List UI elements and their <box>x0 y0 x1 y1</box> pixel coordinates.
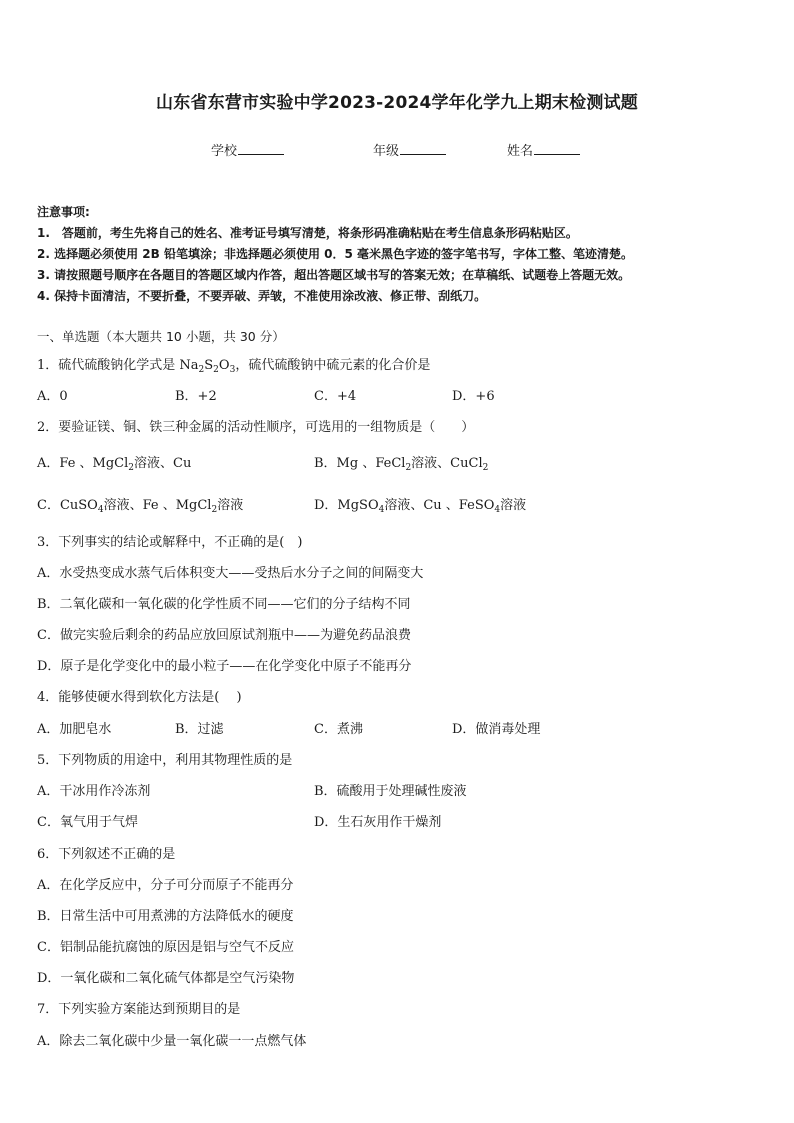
q6-option-b: B．日常生活中可用煮沸的方法降低水的硬度 <box>37 909 294 924</box>
q2-option-b <box>314 452 488 471</box>
question-2-stem: 2．要验证镁、铜、铁三种金属的活动性顺序，可选用的一组物质是（ ） <box>37 420 475 435</box>
grade-field <box>373 140 446 159</box>
student-info-row <box>0 140 794 160</box>
q7-option-a: A．除去二氧化碳中少量一氧化碳一一点燃气体 <box>37 1034 307 1049</box>
q2-a-sub: 2 <box>128 463 134 473</box>
question-3-stem: 3．下列事实的结论或解释中，不正确的是( ) <box>37 535 303 550</box>
q2-a-text: A．Fe 、MgCl <box>37 456 129 471</box>
q1-text-post: ，硫代硫酸钠中硫元素的化合价是 <box>235 358 431 373</box>
q6-option-c: C．铝制品能抗腐蚀的原因是铝与空气不反应 <box>37 940 294 955</box>
name-blank <box>534 142 580 155</box>
q1-option-c: C．+4 <box>314 389 357 404</box>
q1-text-o: O <box>218 358 230 373</box>
q2-d-text: 溶液、Cu 、FeSO <box>384 498 495 513</box>
note-item: 3. 请按照题号顺序在各题目的答题区域内作答，超出答题区域书写的答案无效；在草稿纸、试题卷上答题无效。 <box>37 268 631 282</box>
q1-sub: 3 <box>229 365 236 375</box>
q1-sub: 2 <box>213 365 219 375</box>
q3-option-c: C．做完实验后剩余的药品应放回原试剂瓶中——为避免药品浪费 <box>37 628 411 643</box>
q4-option-a: A．加肥皂水 <box>37 722 112 737</box>
q5-option-d: D．生石灰用作干燥剂 <box>314 815 442 830</box>
question-6-stem: 6．下列叙述不正确的是 <box>37 847 176 862</box>
q6-option-a: A．在化学反应中，分子可分而原子不能再分 <box>37 878 294 893</box>
school-field <box>211 140 284 159</box>
school-label: 学校 <box>211 144 238 159</box>
name-label: 姓名 <box>507 144 534 159</box>
q3-option-d: D．原子是化学变化中的最小粒子——在化学变化中原子不能再分 <box>37 659 412 674</box>
question-1-stem <box>37 354 430 373</box>
q5-option-c: C．氧气用于气焊 <box>37 815 138 830</box>
q5-option-b: B．硫酸用于处理碱性废液 <box>314 784 467 799</box>
q2-b-text: 溶液、CuCl <box>411 456 483 471</box>
notes-heading: 注意事项: <box>37 205 90 219</box>
q2-c-text: C．CuSO <box>37 498 98 513</box>
note-item: 1. 答题前，考生先将自己的姓名、准考证号填写清楚，将条形码准确粘贴在考生信息条形码粘贴区。 <box>37 226 578 240</box>
q5-option-a: A．干冰用作冷冻剂 <box>37 784 151 799</box>
page-title: 山东省东营市实验中学2023-2024学年化学九上期末检测试题 <box>156 93 638 113</box>
q2-d-text: 溶液 <box>500 498 527 513</box>
q2-option-d <box>314 494 526 513</box>
q1-sub: 2 <box>198 365 205 375</box>
q2-c-sub: 4 <box>97 505 104 515</box>
q4-option-d: D．做消毒处理 <box>452 722 541 737</box>
note-item: 2. 选择题必须使用 2B 铅笔填涂；非选择题必须使用 0．5 毫米黑色字迹的签字笔书写，字体工整、笔迹清楚。 <box>37 247 633 261</box>
q2-a-text: 溶液、Cu <box>134 456 192 471</box>
q2-b-sub: 2 <box>482 463 489 473</box>
q1-text-pre: 1．硫代硫酸钠化学式是 Na <box>37 358 199 373</box>
name-field <box>507 140 580 159</box>
q1-option-b: B．+2 <box>175 389 217 404</box>
q3-option-a: A．水受热变成水蒸气后体积变大——受热后水分子之间的间隔变大 <box>37 566 424 581</box>
q1-option-d: D．+6 <box>452 389 495 404</box>
q2-d-sub: 4 <box>494 505 501 515</box>
q4-option-b: B．过滤 <box>175 722 224 737</box>
q4-option-c: C．煮沸 <box>314 722 363 737</box>
grade-blank <box>400 142 446 155</box>
q2-d-sub: 4 <box>378 505 385 515</box>
question-5-stem: 5．下列物质的用途中，利用其物理性质的是 <box>37 753 293 768</box>
question-4-stem: 4．能够使硬水得到软化方法是( ) <box>37 690 242 705</box>
note-item: 4. 保持卡面清洁，不要折叠，不要弄破、弄皱，不准使用涂改液、修正带、刮纸刀。 <box>37 289 487 303</box>
q2-b-text: B．Mg 、FeCl <box>314 456 406 471</box>
q2-d-text: D．MgSO <box>314 498 379 513</box>
q3-option-b: B．二氧化碳和一氧化碳的化学性质不同——它们的分子结构不同 <box>37 597 411 612</box>
school-blank <box>238 142 284 155</box>
q1-text-s: S <box>204 358 214 373</box>
q2-c-sub: 2 <box>211 505 218 515</box>
q2-b-sub: 2 <box>405 463 412 473</box>
q2-option-c <box>37 494 243 513</box>
section-heading: 一、单选题（本大题共 10 小题，共 30 分） <box>37 329 285 344</box>
question-7-stem: 7．下列实验方案能达到预期目的是 <box>37 1002 241 1017</box>
grade-label: 年级 <box>373 144 400 159</box>
q2-c-text: 溶液 <box>217 498 244 513</box>
q2-option-a <box>37 452 191 471</box>
q6-option-d: D．一氧化碳和二氧化硫气体都是空气污染物 <box>37 971 295 986</box>
q1-option-a: A．0 <box>37 389 68 404</box>
q2-c-text: 溶液、Fe 、MgCl <box>103 498 212 513</box>
